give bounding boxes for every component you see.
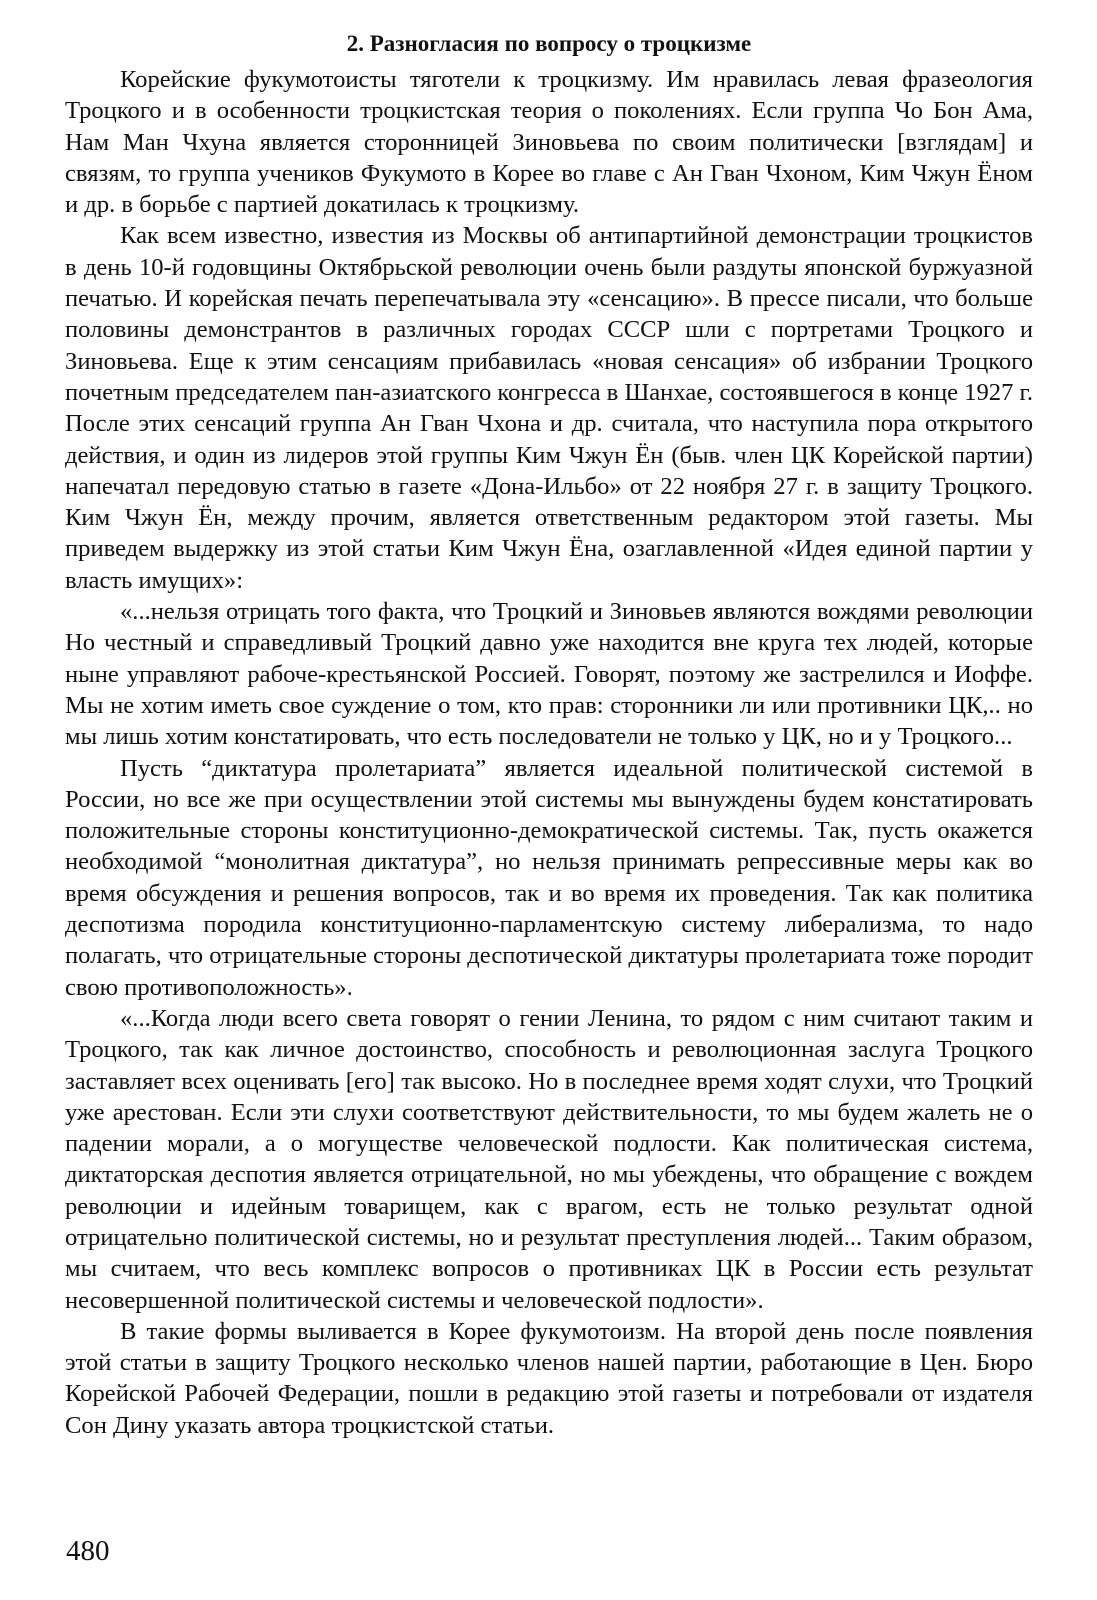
paragraph-2: Как всем известно, известия из Москвы об антипартийной демонстрации троцкистов в день 10-й годовщины Октябрьской революции очень были раздуты японской буржуазной печатью. И корейская печать перепечатывала эту «сенсацию». В прессе писали, что больше половины демонстрантов в различных городах СССР шли с портретами Троцкого и Зиновьева. Еще к этим сенсациям прибавилась «новая сенсация» об избрании Троцкого почетным председателем пан-азиатского конгресса в Шанхае, состоявшегося в конце 1927 г. После этих сенсаций группа Ан Гван Чхона и др. считала, что наступила пора открытого действия, и один из лидеров этой группы Ким Чжун Ён (быв. член ЦК Корейской партии) напечатал передовую статью в газете «Дона-Ильбо» от 22 ноября 27 г. в защиту Троцкого. Ким Чжун Ён, между прочим, является ответственным редактором этой газеты. Мы приведем выдержку из этой статьи Ким Чжун Ёна, озаглавленной «Идея единой партии у власть имущих»: (65, 222, 1033, 594)
section-title: 2. Разногласия по вопросу о троцкизме (346, 31, 752, 56)
paragraph-5-quote: «...Когда люди всего света говорят о гении Ленина, то рядом с ним считают таким и Троцкого, так как личное достоинство, способность и революционная заслуга Троцкого заставляет всех оценивать [его] так высоко. Но в последнее время ходят слухи, что Троцкий уже арестован. Если эти слухи соответствуют действительности, то мы будем жалеть не о падении морали, а о могуществе человеческой подлости. Как политическая система, диктаторская деспотия является отрицательной, но мы убеждены, что обращение с вождем революции и идейным товарищем, как с врагом, есть не только результат одной отрицательно политической системы, но и результат преступления людей... Таким образом, мы считаем, что весь комплекс вопросов о противниках ЦК в России есть результат несовершенной политической системы и человеческой подлости». (65, 1004, 1033, 1314)
page-number: 480 (66, 1535, 110, 1567)
paragraph-3-quote: «...нельзя отрицать того факта, что Троцкий и Зиновьев являются вождями революции Но честный и справедливый Троцкий давно уже находится вне круга тех людей, которые ныне управляют рабоче-крестьянской Россией. Говорят, поэтому же застрелился и Иоффе. Мы не хотим иметь свое суждение о том, кто прав: сторонники ли или противники ЦК,.. но мы лишь хотим констатировать, что есть последователи не только у ЦК, но и у Троцкого... (65, 598, 1033, 751)
paragraph-1: Корейские фукумотоисты тяготели к троцкизму. Им нравилась левая фразеология Троцкого и в особенности троцкистская теория о поколениях. Если группа Чо Бон Ама, Нам Ман Чхуна является сторонницей Зиновьева по своим политически [взглядам] и связям, то группа учеников Фукумото в Корее во главе с Ан Гван Чхоном, Ким Чжун Ёном и др. в борьбе с партией докатилась к троцкизму. (65, 66, 1033, 219)
document-page (65, 28, 1033, 1441)
paragraph-4-quote: Пусть “диктатура пролетариата” является идеальной политической системой в России, но все же при осуществлении этой системы мы вынуждены будем констатировать положительные стороны конституционно-демократической системы. Так, пусть окажется необходимой “монолитная диктатура”, но нельзя принимать репрессивные меры как во время обсуждения и решения вопросов, так и во время их проведения. Так как политика деспотизма породила конституционно-парламентскую систему либерализма, то надо полагать, что отрицательные стороны деспотической диктатуры пролетариата тоже породит свою противоположность». (65, 754, 1033, 1001)
paragraph-6: В такие формы выливается в Корее фукумотоизм. На второй день после появления этой статьи в защиту Троцкого несколько членов нашей партии, работающие в Цен. Бюро Корейской Рабочей Федерации, пошли в редакцию этой газеты и потребовали от издателя Сон Дину указать автора троцкистской статьи. (65, 1317, 1033, 1439)
